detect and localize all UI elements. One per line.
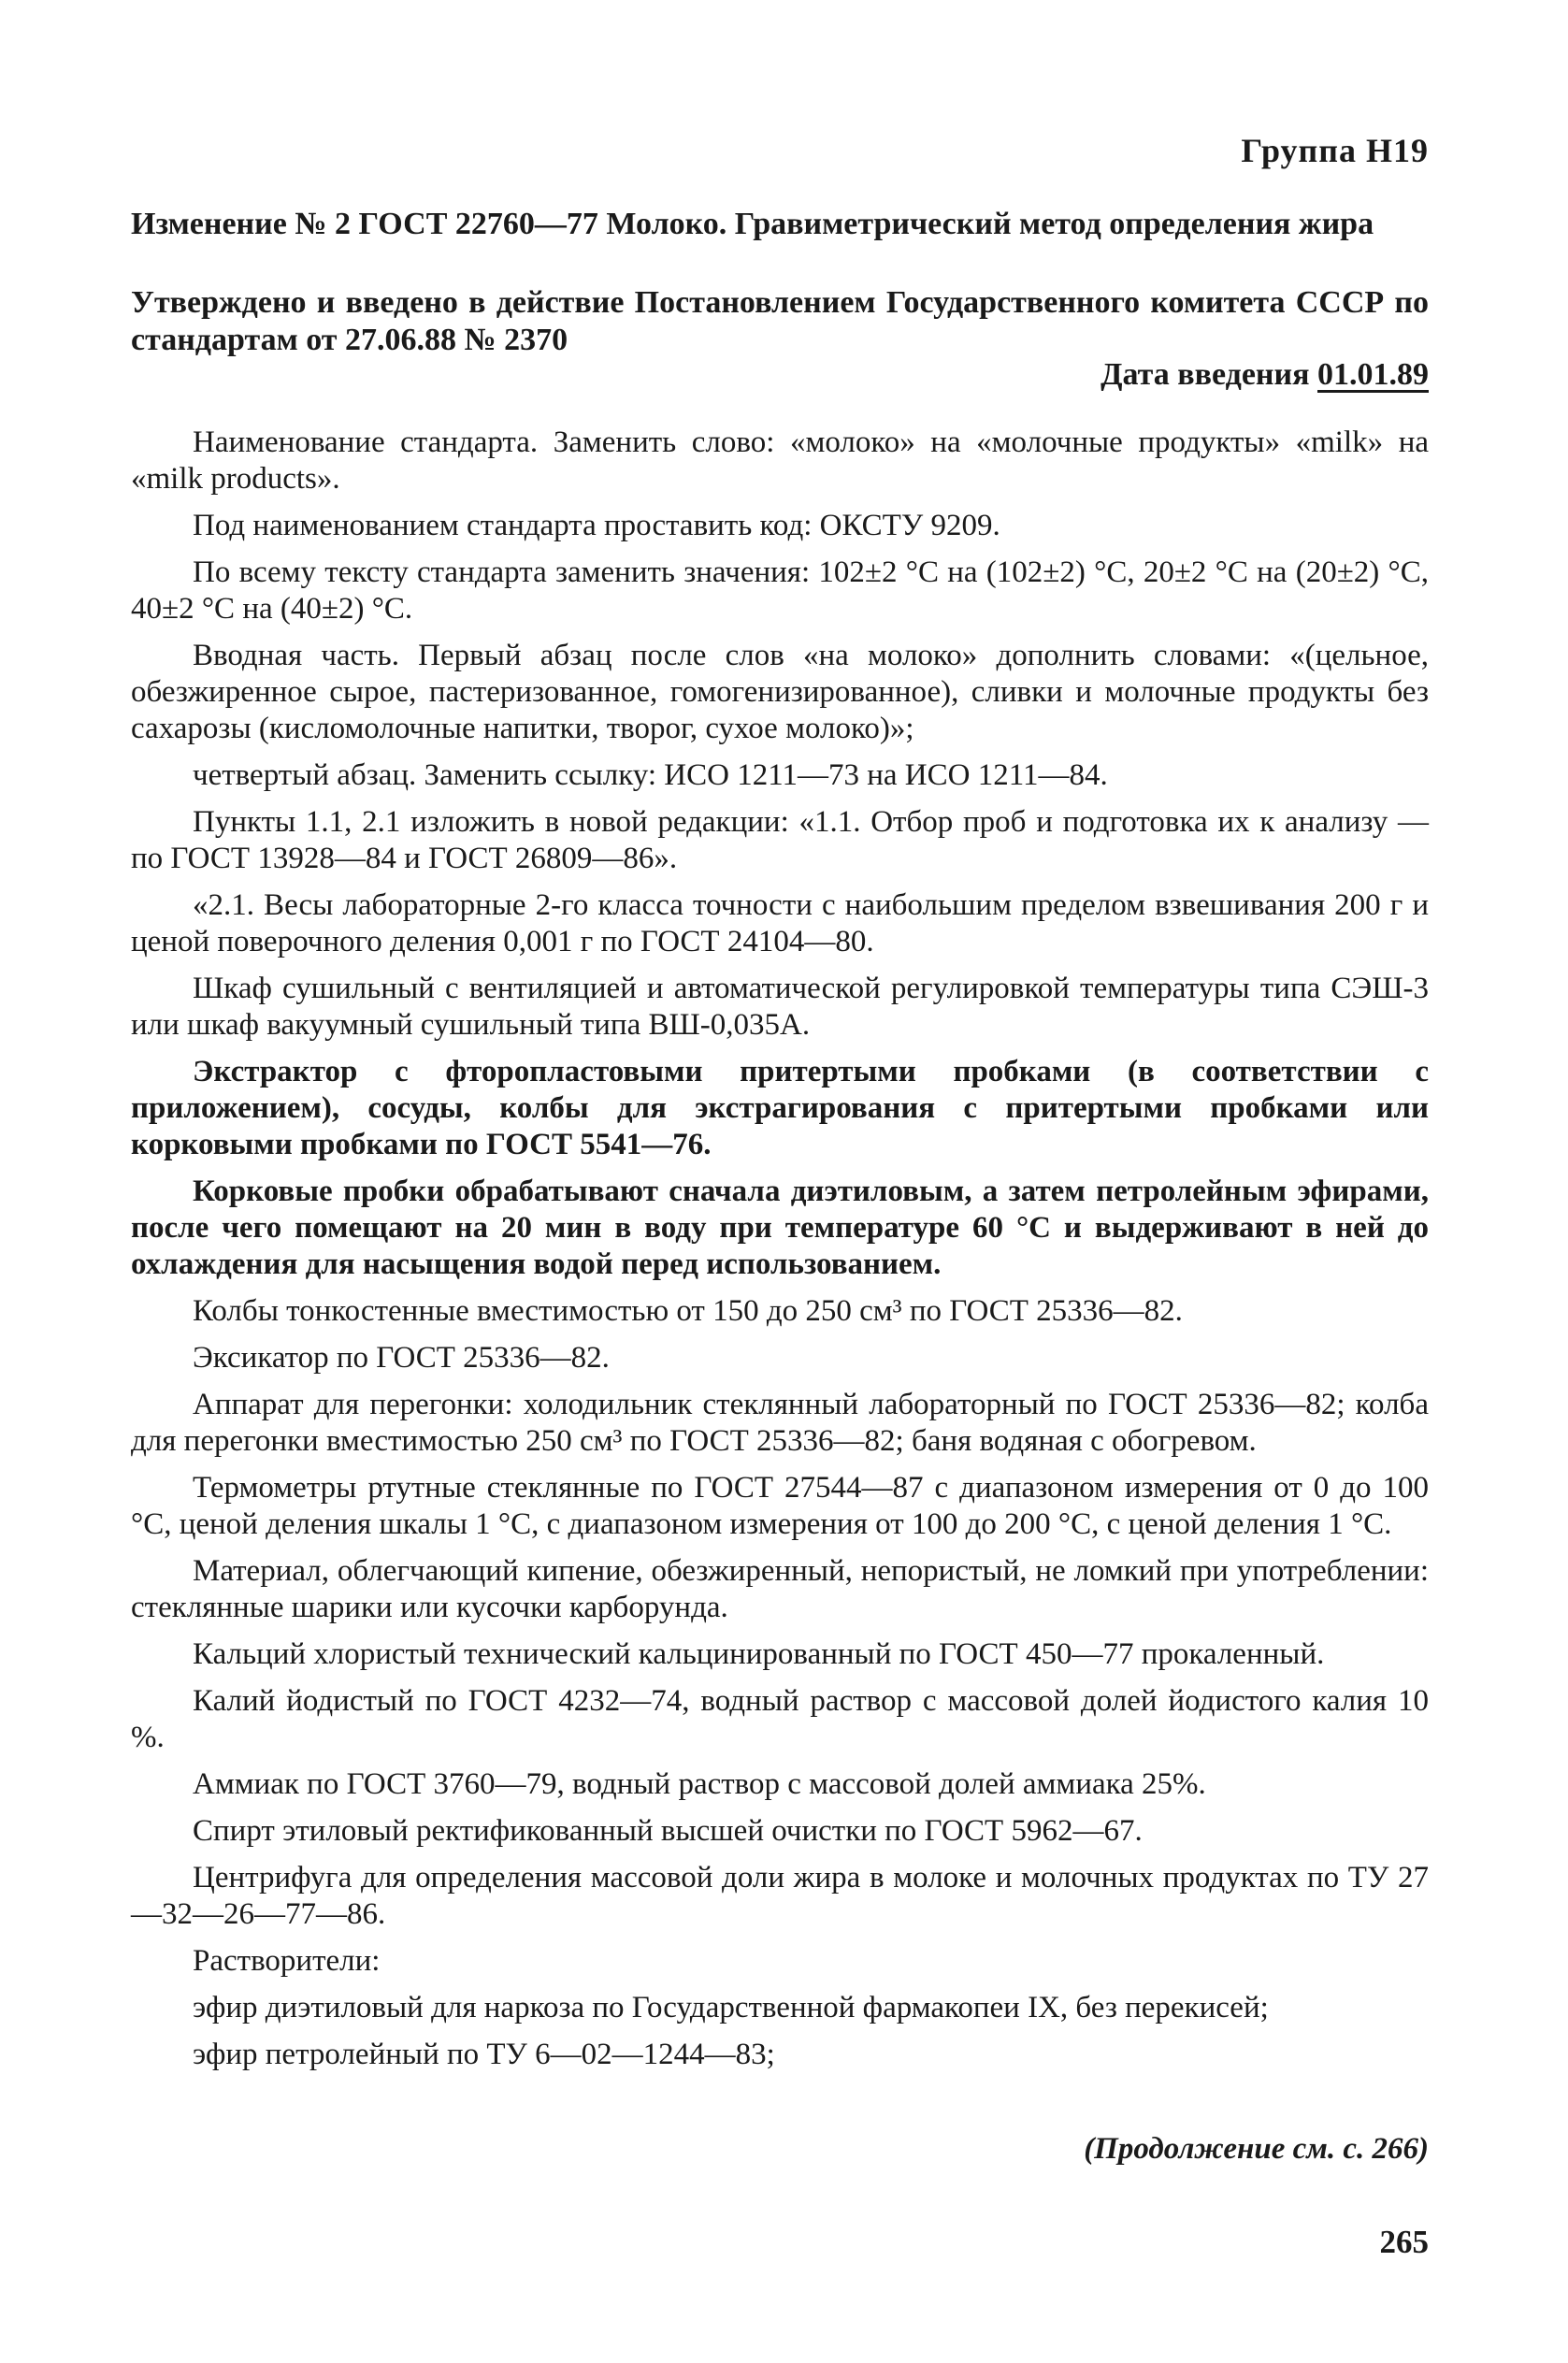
paragraph-values: По всему тексту стандарта заменить значения: 102±2 °С на (102±2) °С, 20±2 °С на (20±2) °С, 40±2 °С на (40±2) °С. <box>131 555 1429 626</box>
paragraph-centrifuge: Центрифуга для определения массовой доли жира в молоке и молочных продуктах по ТУ 27—32—26—77—86. <box>131 1861 1429 1931</box>
group-code: Группа Н19 <box>1241 132 1429 169</box>
paragraph-title-change: Наименование стандарта. Заменить слово: «молоко» на «молочные продукты» «milk» на «milk products». <box>131 425 1429 496</box>
paragraph-alcohol: Спирт этиловый ректификованный высшей очистки по ГОСТ 5962—67. <box>193 1814 1143 1848</box>
paragraph-calcium: Кальций хлористый технический кальцинированный по ГОСТ 450—77 прокаленный. <box>193 1637 1325 1671</box>
approval-statement: Утверждено и введено в действие Постановлением Государственного комитета СССР по стандартам от 27.06.88 № 2370 <box>131 285 1429 357</box>
page-number: 265 <box>1379 2224 1429 2260</box>
continuation-note: (Продолжение см. с. 266) <box>1084 2132 1429 2166</box>
paragraph-ammonia: Аммиак по ГОСТ 3760—79, водный раствор с массовой долей аммиака 25%. <box>193 1767 1206 1801</box>
intro-date-label: Дата введения <box>1100 357 1310 392</box>
paragraph-extractor: Экстрактор с фторопластовыми притертыми пробками (в соответствии с приложением), сосуды, колбы для экстрагирования с притертыми пробками или корковыми пробками по ГОСТ 5541—76. <box>131 1055 1429 1161</box>
document-body <box>131 425 1429 2083</box>
paragraph-potassium: Калий йодистый по ГОСТ 4232—74, водный раствор с массовой долей йодистого калия 10 %. <box>131 1684 1429 1754</box>
paragraph-desiccator: Эксикатор по ГОСТ 25336—82. <box>193 1341 610 1375</box>
paragraph-thermometers: Термометры ртутные стеклянные по ГОСТ 27544—87 с диапазоном измерения от 0 до 100 °С, ценой деления шкалы 1 °С, с диапазоном измерения от 100 до 200 °С, с ценой деления 1 °С. <box>131 1471 1429 1541</box>
paragraph-diethyl-ether: эфир диэтиловый для наркоза по Государственной фармакопеи IX, без перекисей; <box>193 1991 1269 2024</box>
paragraph-corks: Корковые пробки обрабатывают сначала диэтиловым, а затем петролейным эфирами, после чего помещают на 20 мин в воду при температуре 60 °С и выдерживают в ней до охлаждения для насыщения водой перед использованием. <box>131 1174 1429 1281</box>
paragraph-fourth: четвертый абзац. Заменить ссылку: ИСО 1211—73 на ИСО 1211—84. <box>193 758 1108 792</box>
paragraph-boiling-material: Материал, облегчающий кипение, обезжиренный, непористый, не ломкий при употреблении: стеклянные шарики или кусочки карборунда. <box>131 1554 1429 1624</box>
paragraph-code: Под наименованием стандарта проставить код: ОКСТУ 9209. <box>193 509 1000 542</box>
paragraph-distillation: Аппарат для перегонки: холодильник стеклянный лабораторный по ГОСТ 25336—82; колба для перегонки вместимостью 250 см³ по ГОСТ 25336—82; баня водяная с обогревом. <box>131 1388 1429 1458</box>
paragraph-items: Пункты 1.1, 2.1 изложить в новой редакции: «1.1. Отбор проб и подготовка их к анализу — по ГОСТ 13928—84 и ГОСТ 26809—86». <box>131 805 1429 875</box>
document-page <box>131 112 1429 2319</box>
paragraph-intro-part: Вводная часть. Первый абзац после слов «на молоко» дополнить словами: «(цельное, обезжиренное сырое, пастеризованное, гомогенизированное), сливки и молочные продукты без сахарозы (кисломолочные напитки, творог, сухое молоко)»; <box>131 639 1429 745</box>
paragraph-scales: «2.1. Весы лабораторные 2-го класса точности с наибольшим пределом взвешивания 200 г и ценой поверочного деления 0,001 г по ГОСТ 24104—80. <box>131 888 1429 958</box>
change-title: Изменение № 2 ГОСТ 22760—77 Молоко. Гравиметрический метод определения жира <box>131 207 1374 241</box>
paragraph-solvents: Растворители: <box>193 1944 381 1978</box>
intro-date-value: 01.01.89 <box>1317 357 1429 392</box>
paragraph-oven: Шкаф сушильный с вентиляцией и автоматической регулировкой температуры типа СЭШ-3 или шкаф вакуумный сушильный типа ВШ-0,035А. <box>131 972 1429 1042</box>
paragraph-petroleum-ether: эфир петролейный по ТУ 6—02—1244—83; <box>193 2038 775 2071</box>
paragraph-flasks: Колбы тонкостенные вместимостью от 150 до 250 см³ по ГОСТ 25336—82. <box>193 1294 1183 1328</box>
introduction-date <box>1100 357 1429 393</box>
